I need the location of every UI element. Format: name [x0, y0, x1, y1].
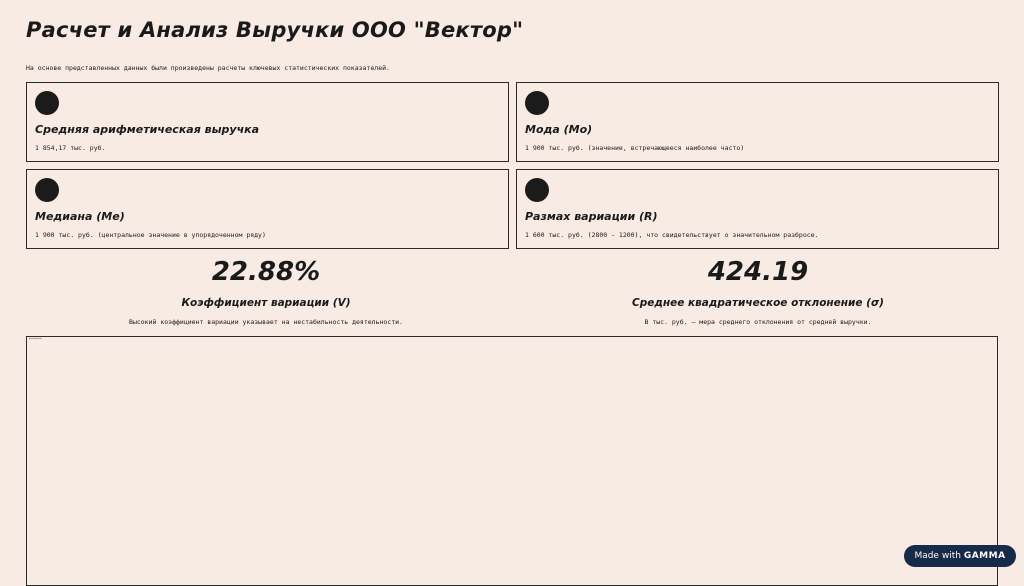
circle-icon — [35, 178, 59, 202]
card-desc: 1 900 тыс. руб. (значение, встречающееся наиболее часто) — [525, 144, 745, 152]
circle-icon — [525, 178, 549, 202]
intro-text: На основе представленных данных были произведены расчеты ключевых статистических показателей. — [26, 64, 390, 72]
stat-note: Высокий коэффициент вариации указывает на нестабильность деятельности. — [129, 318, 403, 326]
stat-variation-coefficient — [26, 257, 506, 326]
stat-standard-deviation — [518, 257, 998, 326]
badge-prefix: Made with — [914, 551, 961, 561]
card-desc: 1 900 тыс. руб. (центральное значение в упорядоченном ряду) — [35, 231, 266, 239]
card-desc: 1 854,17 тыс. руб. — [35, 144, 106, 152]
made-with-gamma-badge[interactable] — [904, 545, 1016, 567]
card-mean — [26, 82, 509, 162]
card-title: Средняя арифметическая выручка — [35, 123, 260, 136]
stat-note: В тыс. руб. — мера среднего отклонения от средней выручки. — [644, 318, 872, 326]
stat-label: Среднее квадратическое отклонение (σ) — [632, 297, 884, 309]
stat-value: 424.19 — [707, 257, 809, 287]
card-title: Мода (Mo) — [525, 123, 593, 136]
card-title: Медиана (Me) — [35, 210, 125, 223]
image-placeholder — [26, 336, 998, 586]
card-title: Размах вариации (R) — [525, 210, 658, 223]
stat-value: 22.88% — [211, 257, 321, 287]
stat-label: Коэффициент вариации (V) — [181, 297, 351, 309]
card-range — [516, 169, 999, 249]
placeholder-label: placeholder — [29, 338, 43, 340]
badge-brand: GAMMA — [963, 551, 1006, 561]
circle-icon — [35, 91, 59, 115]
card-desc: 1 600 тыс. руб. (2800 - 1200), что свидетельствует о значительном разбросе. — [525, 231, 819, 239]
card-median — [26, 169, 509, 249]
circle-icon — [525, 91, 549, 115]
page-title: Расчет и Анализ Выручки ООО "Вектор" — [26, 18, 524, 42]
card-mode — [516, 82, 999, 162]
